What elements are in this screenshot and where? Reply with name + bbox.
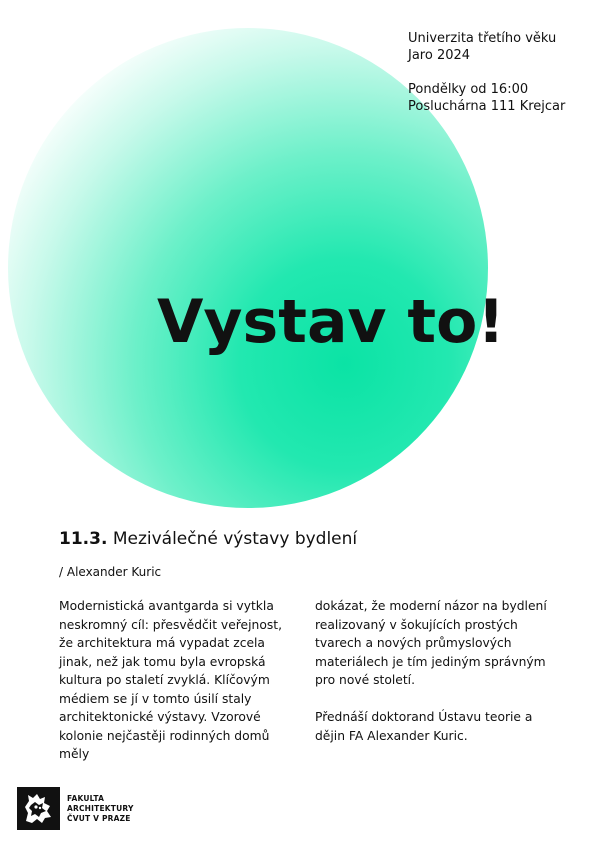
body-paragraph: Modernistická avantgarda si vytkla neskromný cíl: přesvědčit veřejnost, že architektura má vypadat zcela jinak, než jak tomu byla evropská kultura po staletí zvyklá. Klíčovým médiem se jí v tomto úsilí staly architektonické výstavy. Vzorové kolonie nejčastěji rodinných domů měly (59, 599, 282, 761)
faculty-lion-emblem-icon (17, 787, 60, 830)
lecture-date: 11.3. (59, 529, 108, 549)
program-name: Univerzita třetího věku (408, 31, 557, 46)
body-paragraph: dokázat, že moderní názor na bydlení realizovaný v šokujících prostých tvarech a nových průmyslových materiálech je tím jediným správným pro nové století. (315, 599, 547, 687)
headline: Vystav to! (157, 287, 505, 357)
lecture-title (59, 527, 357, 551)
lecturer-note: Přednáší doktorand Ústavu teorie a dějin FA Alexander Kuric. (315, 710, 533, 743)
schedule: Pondělky od 16:00 (408, 82, 529, 97)
semester: Jaro 2024 (408, 48, 471, 63)
body-column-left (59, 597, 299, 764)
venue: Posluchárna 111 Krejcar (408, 99, 566, 114)
body-column-right (315, 597, 565, 745)
lecture-speaker: / Alexander Kuric (59, 565, 162, 579)
event-info (408, 30, 565, 115)
faculty-logo (17, 787, 134, 830)
faculty-name: FAKULTA ARCHITEKTURY ČVUT V PRAZE (67, 793, 134, 823)
lecture-topic: Meziválečné výstavy bydlení (112, 529, 358, 549)
